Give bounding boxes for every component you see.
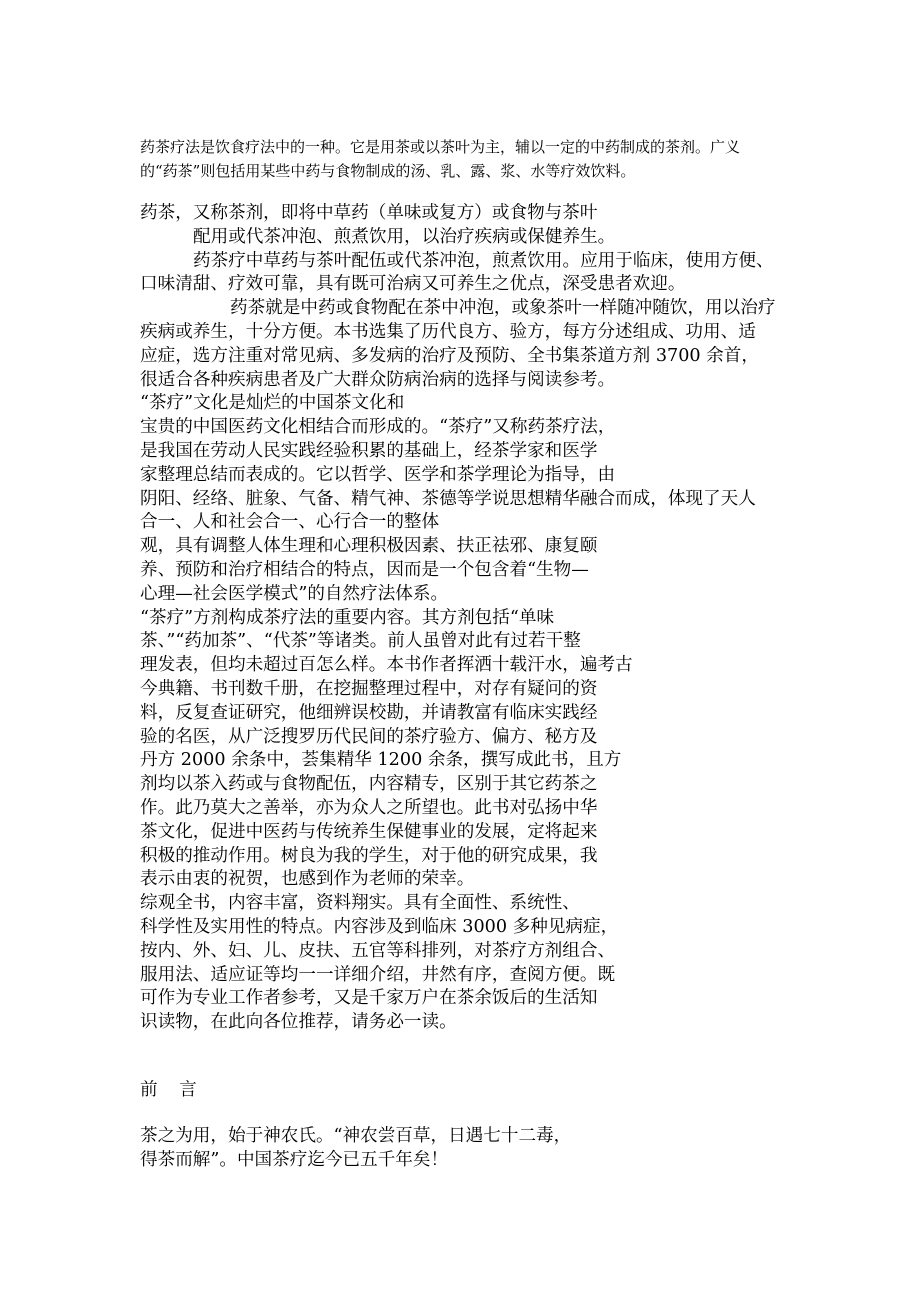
body-line: 药茶疗中草药与茶叶配伍或代茶冲泡，煎煮饮用。应用于临床，使用方便、 [193, 250, 774, 271]
intro-line: 的“药茶”则包括用某些中药与食物制成的汤、乳、露、浆、水等疗效饮料。 [140, 162, 636, 180]
body-line: 很适合各种疾病患者及广大群众防病治病的选择与阅读参考。 [140, 369, 616, 390]
body-line: 料，反复查证研究，他细辨误校勘，并请教富有临床实践经 [140, 702, 598, 723]
closing-line: 茶之为用，始于神农氏。“神农尝百草，日遇七十二毒， [140, 1126, 572, 1146]
body-line: 合一、人和社会合一、心行合一的整体 [140, 512, 440, 533]
body-line: 今典籍、书刊数千册，在挖掘整理过程中，对存有疑问的资 [140, 678, 598, 699]
body-line: 剂均以茶入药或与食物配伍，内容精专，区别于其它药茶之 [140, 774, 598, 795]
body-line: 观，具有调整人体生理和心理积极因素、扶正祛邪、康复颐 [140, 536, 598, 557]
closing-paragraph [140, 1124, 790, 1172]
body-line: 口味清甜、疗效可靠，具有既可治病又可养生之优点，深受患者欢迎。 [140, 274, 686, 295]
body-line: 综观全书，内容丰富，资料翔实。具有全面性、系统性、 [140, 893, 580, 914]
body-line: 应症，选方注重对常见病、多发病的治疗及预防、全书集茶道方剂 3700 余首， [140, 345, 759, 366]
intro-line: 药茶疗法是饮食疗法中的一种。它是用茶或以茶叶为主，辅以一定的中药制成的茶剂。广义 [140, 138, 741, 156]
body-text [140, 202, 790, 1035]
body-line: 药茶就是中药或食物配在茶中冲泡，或象茶叶一样随冲随饮，用以治疗 [230, 298, 776, 319]
body-line: 配用或代茶冲泡、煎煮饮用，以治疗疾病或保健养生。 [193, 226, 616, 247]
body-line: 科学性及实用性的特点。内容涉及到临床 3000 多种见病症， [140, 916, 619, 937]
body-line: 茶文化，促进中医药与传统养生保健事业的发展，定将起来 [140, 821, 598, 842]
body-line: 心理—社会医学模式”的自然疗法体系。 [140, 583, 449, 604]
body-line: 理发表，但均未超过百怎么样。本书作者挥洒十载汗水，遍考古 [140, 655, 633, 676]
body-line: 表示由衷的祝贺，也感到作为老师的荣幸。 [140, 869, 475, 890]
body-line: 阴阳、经络、脏象、气备、精气神、茶德等学说思想精华融合而成，体现了天人 [140, 488, 756, 509]
body-line: 茶、”“药加茶”、“代茶”等诸类。前人虽曾对此有过若干整 [140, 631, 581, 652]
body-line: “茶疗”文化是灿烂的中国茶文化和 [140, 393, 405, 414]
body-line: 识读物，在此向各位推荐，请务必一读。 [140, 1012, 457, 1033]
body-line: 家整理总结而表成的。它以哲学、医学和茶学理论为指导，由 [140, 464, 616, 485]
body-line: 服用法、适应证等均一一详细介绍，井然有序，查阅方便。既 [140, 964, 616, 985]
closing-line: 得茶而解”。中国茶疗迄今已五千年矣！ [140, 1150, 449, 1170]
body-line: 积极的推动作用。树良为我的学生，对于他的研究成果，我 [140, 845, 598, 866]
body-line: 可作为专业工作者参考，又是千家万户在茶余饭后的生活知 [140, 988, 598, 1009]
intro-paragraph [140, 135, 790, 183]
body-line: “茶疗”方剂构成茶疗法的重要内容。其方剂包括“单味 [140, 607, 555, 628]
body-line: 作。此乃莫大之善举，亦为众人之所望也。此书对弘扬中华 [140, 797, 598, 818]
body-line: 疾病或养生，十分方便。本书选集了历代良方、验方，每方分述组成、功用、适 [140, 321, 756, 342]
body-line: 按内、外、妇、儿、皮扶、五官等科排列，对茶疗方剂组合、 [140, 940, 616, 961]
body-line: 宝贵的中国医药文化相结合而形成的。“茶疗”又称药茶疗法， [140, 417, 616, 438]
body-line: 验的名医，从广泛搜罗历代民间的茶疗验方、偏方、秘方及 [140, 726, 598, 747]
body-line: 药茶，又称茶剂，即将中草药（单味或复方）或食物与茶叶 [140, 203, 598, 223]
body-line: 是我国在劳动人民实践经验积累的基础上，经茶学家和医学 [140, 440, 598, 461]
body-line: 养、预防和治疗相结合的特点，因而是一个包含着“生物— [140, 559, 589, 580]
body-line: 丹方 2000 余条中，荟集精华 1200 余条，撰写成此书，且方 [140, 750, 622, 771]
section-heading: 前 言 [140, 1080, 205, 1100]
